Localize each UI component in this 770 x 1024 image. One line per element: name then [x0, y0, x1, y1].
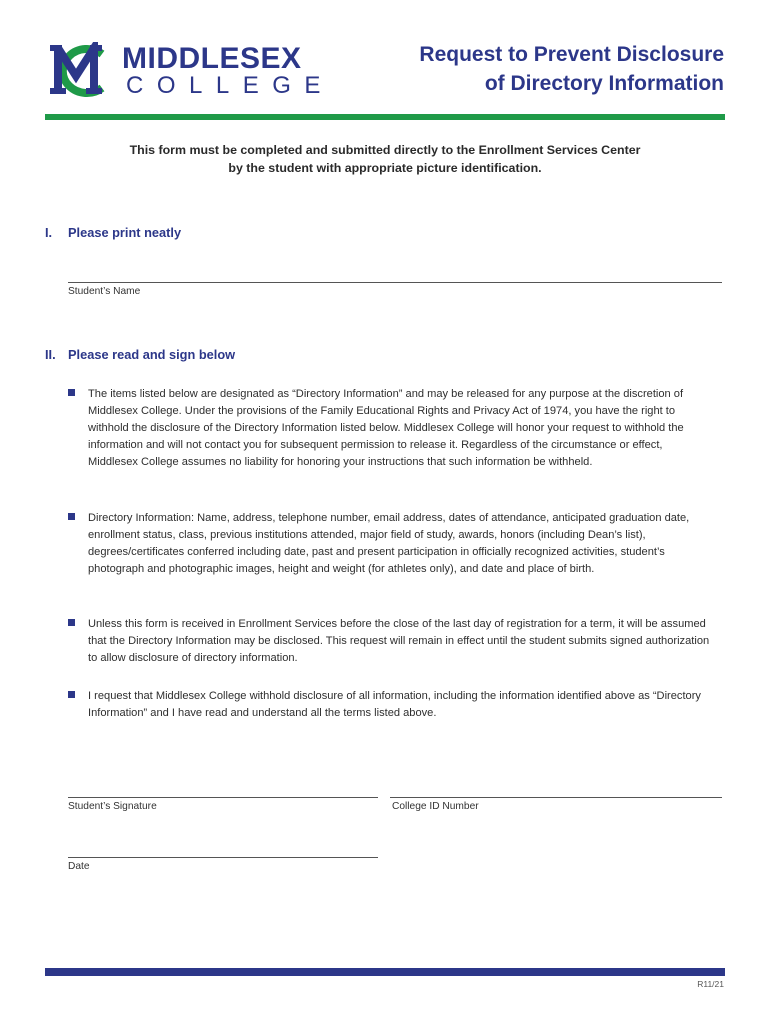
college-logo — [44, 42, 334, 99]
intro-line2: by the student with appropriate picture identification. — [228, 161, 542, 175]
form-title-line1: Request to Prevent Disclosure — [419, 43, 724, 66]
student-signature-label: Student’s Signature — [68, 801, 157, 812]
list-item-text: Directory Information: Name, address, telephone number, email address, dates of attendance, anticipated graduation date, enrollment status, class, previous institutions attended, major field of study, awards, honors (including Dean’s list), degrees/certificates conferred including date, past and present participation in officially recognized activities, student’s photograph and photographic images, height and weight (for athletes only), and date and place of birth. — [88, 512, 690, 575]
list-item-text: I request that Middlesex College withhold disclosure of all information, including the information identified above as “Directory Information” and I have read and understand all the terms listed above. — [88, 690, 701, 719]
footer-divider — [45, 968, 725, 976]
date-label: Date — [68, 861, 90, 872]
list-item — [68, 616, 718, 667]
logo-name-line2: COLLEGE — [126, 72, 334, 99]
bullet-square-icon — [68, 619, 75, 626]
section1-number: I. — [45, 225, 53, 240]
list-item-text: Unless this form is received in Enrollment Services before the close of the last day of registration for a term, it will be assumed that the Directory Information may be disclosed. This request will remain in effect until the student submits signed authorization to allow disclosure of directory information. — [88, 618, 710, 664]
student-signature-field[interactable] — [68, 797, 378, 798]
date-field[interactable] — [68, 857, 378, 858]
student-name-field[interactable] — [68, 282, 722, 283]
college-id-field[interactable] — [390, 797, 722, 798]
intro-line1: This form must be completed and submitted directly to the Enrollment Services Center — [129, 143, 641, 157]
logo-name-line1: MIDDLESEX — [122, 42, 302, 75]
list-item — [68, 386, 718, 471]
mc-monogram-icon — [44, 42, 120, 98]
section1-title: Please print neatly — [68, 225, 182, 240]
list-item-text: The items listed below are designated as “Directory Information” and may be released for any purpose at the discretion of Middlesex College. Under the provisions of the Family Educational Rights and Privacy Act of 1974, you have the right to withhold the disclosure of the Directory Information listed below. Middlesex College will honor your request to withhold the information and will not contact you for subsequent permission to release it. Regardless of the circumstance or effect, Middlesex College assumes no liability for honoring your instructions that such information be withheld. — [88, 388, 684, 468]
form-title-line2: of Directory Information — [484, 72, 724, 95]
bullet-square-icon — [68, 513, 75, 520]
list-item — [68, 510, 718, 578]
intro-instructions — [45, 141, 725, 177]
section2-title: Please read and sign below — [68, 347, 236, 362]
revision-code: R11/21 — [697, 979, 724, 989]
bullet-square-icon — [68, 691, 75, 698]
college-id-label: College ID Number — [392, 801, 479, 812]
section2-number: II. — [45, 347, 56, 362]
list-item — [68, 688, 718, 722]
header-divider — [45, 114, 725, 120]
student-name-label: Student’s Name — [68, 286, 141, 297]
form-title — [419, 40, 724, 98]
bullet-square-icon — [68, 389, 75, 396]
